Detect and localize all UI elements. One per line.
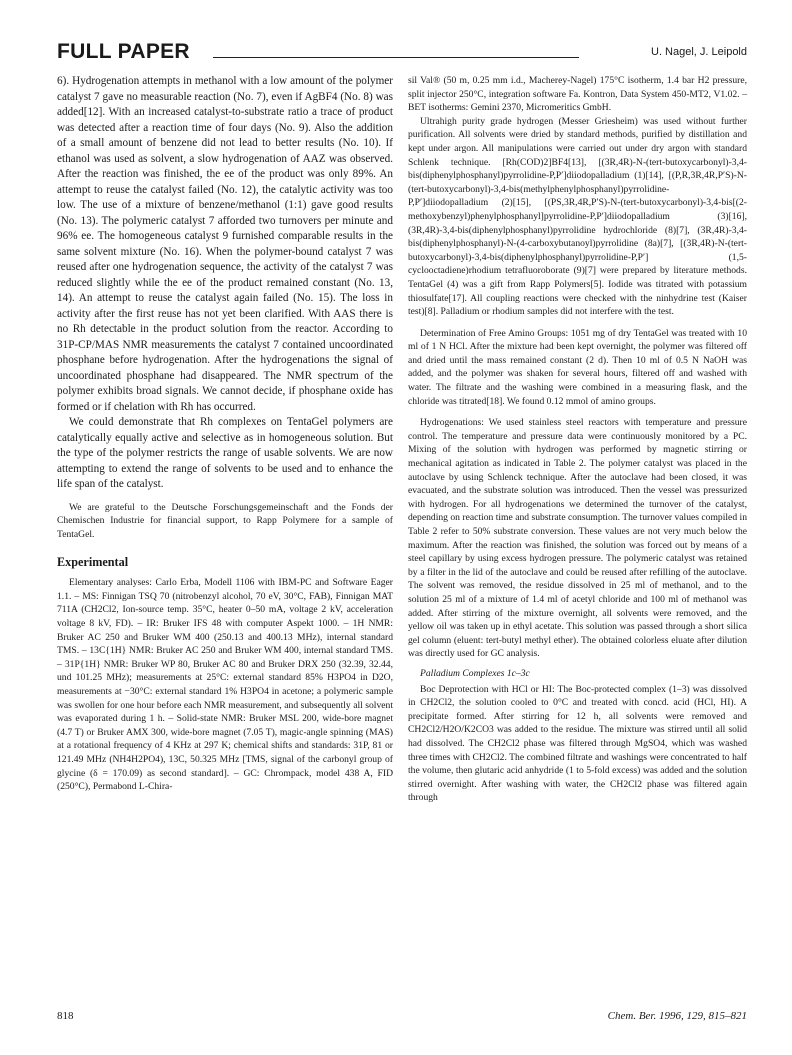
right-column — [408, 74, 747, 805]
experimental-paragraph: Elementary analyses: Carlo Erba, Modell 1106 with IBM-PC and Software Eager 1.1. – MS: Finnigan TSQ 70 (nitrobenzyl alcohol, 70 eV, 30°C, FAB), Finnigan MAT 711A (CH2Cl2, Ion-source temp. 35°C, heater 0–50 mA, voltage 2 kV, acceleration voltage 8 kV, FD). – IR: Bruker IFS 48 with computer Aspekt 1000. – 1H NMR: Bruker AC 250 and Bruker WM 400 (250.13 and 400.13 MHz), internal standard TMS. – 13C{1H} NMR: Bruker AC 250 and Bruker WM 400, internal standard TMS. – 31P{1H} NMR: Bruker WP 80, Bruker AC 80 and Bruker DRX 250 (32.39, 32.44, und 101.25 MHz); measurements at 25°C: external standard 85% H3PO4 in D2O, measurements at −30°C: external standard 1% H3PO4 in acetone; a polymeric sample was swollen for one hour before each NMR measurement, and subsequently all solvent was evaporated during 1 h. – Solid-state NMR: Bruker MSL 200, wide-bore magnet (4.7 T) or Bruker AMX 300, wide-bore magnet (7.05 T), magic-angle spinning (MAS) at a rotational frequency of 4 KHz at 297 K; chemical shifts and standards: 31P, 81 or 121.49 MHz (NH4H2PO4), 13C, 50.325 MHz [TMS, signal of the carbonyl group of glycine (δ = 170.09) as second standard]. – GC: Chrompack, model 438 A, FID (250°C), Permabond L-Chira- — [57, 577, 393, 793]
palladium-complexes-heading: Palladium Complexes 1c–3c — [420, 667, 530, 679]
section-title: FULL PAPER — [57, 40, 190, 63]
materials-paragraph: Ultrahigh purity grade hydrogen (Messer Griesheim) was used without further purification. All solvents were dried by standard methods, purified by distillation and kept under argon. All manipulations were carried out under dry argon with standard Schlenk technique. [Rh(COD)2]BF4[13], [(3R,4R)-N-(tert-butoxycarbonyl)-3,4-bis(diphenylphosphanyl)pyrrolidine-P,P′]diiodopalladium (1)[14], [(P,R,3R,4R,P′S)-N-(tert-butoxycarbonyl)-3,4-bis(methylphenylphosphanyl)pyrrolidine-P,P′]diiodopalladium (2)[15], [(PS,3R,4R,P′S)-N-(tert-butoxycarbonyl)-3,4-bis[(2-methoxybenzyl)phenylphosphanyl]pyrrolidine-P,P′]diiodopalladium (3)[16], (3R,4R)-3,4-bis(diphenylphosphanyl)pyrrolidine hydrochloride (8)[7], (3R,4R)-3,4-bis(diphenylphosphanyl)-N-(4-carboxybutanoyl)pyrrolidine (8a)[7], [(3R,4R)-N-(tert-butoxycarbonyl)-3,4-bis(diphenylphosphanyl)pyrrolidine-P,P′] (1,5-cyclooctadiene)rhodium tetrafluoroborate (9)[7] were prepared by literature methods. TentaGel (4) was a gift from Rapp Polymers[5]. Iodide was titrated with potassium thiosulfate[17]. All coupling reactions were checked with the ninhydrine test (Kaiser test)[8]. Palladium or rhodium samples did not interfere with the test. — [408, 115, 747, 318]
left-column — [57, 74, 393, 794]
page-header — [57, 40, 747, 64]
experimental-heading: Experimental — [57, 555, 129, 570]
amino-groups-paragraph: Determination of Free Amino Groups: 1051 mg of dry TentaGel was treated with 10 ml of 1 N HCl. After the mixture had been kept overnight, the polymer was filtered off and dried until the mass remained constant (2 d). Then 10 ml of 0.5 N NaOH was added, and the polymer was shaken for several hours, filtered off and washed with water. The filtrate and the washing were combined in a measuring flask, and the chloride was titrated[18]. We found 0.12 mmol of amino groups. — [408, 327, 747, 407]
header-rule — [213, 57, 579, 58]
header-authors: U. Nagel, J. Leipold — [651, 46, 747, 58]
page-number: 818 — [57, 1010, 74, 1022]
acknowledgement: We are grateful to the Deutsche Forschungsgemeinschaft and the Fonds der Chemischen Industrie for financial support, to Rapp Polymere for a sample of TentaGel. — [57, 501, 393, 540]
instrument-paragraph: sil Val® (50 m, 0.25 mm i.d., Macherey-Nagel) 175°C isotherm, 1.4 bar H2 pressure, split injector 250°C, integration software Fa. Kontron, Data System 450-MT2, V1.02. – BET isotherms: Gemini 2370, Micromeritics GmbH. — [408, 75, 747, 114]
discussion-paragraph-2: We could demonstrate that Rh complexes on TentaGel polymers are catalytically equally active and selective as in homogeneous solution. But the type of the polymer restricts the range of usable solvents. We are now attempting to extend the range of solvents to be used and to enhance the life span of the catalyst. — [57, 416, 393, 490]
boc-deprotection-paragraph: Boc Deprotection with HCl or HI: The Boc-protected complex (1–3) was dissolved in CH2Cl2, the solution cooled to 0°C and treated with concd. acid (HCl, HI). A precipitate formed. After stirring for 12 h, all solvents were removed and CH2Cl2/H2O/K2CO3 was added to the residue. The mixture was stirred until all solid had dissolved. The CH2Cl2 phase was filtered through MgSO4, which was washed three times with CH2Cl2. The combined filtrate and washings were concentrated to half the volume, then glutaric acid anhydride (1 to 5-fold excess) was added and the solution stirred overnight. After washing with water, the CH2Cl2 phase was filtered again through — [408, 683, 747, 804]
journal-citation: Chem. Ber. 1996, 129, 815–821 — [607, 1010, 747, 1022]
discussion-paragraph-1: 6). Hydrogenation attempts in methanol with a low amount of the polymer catalyst 7 gave no measurable reaction (No. 7), even if AgBF4 (No. 8) was added[12]. With an increased catalyst-to-substrate ratio a trace of product was detected after a reaction time of four days (No. 9). Also the addition of a small amount of benzene did not lead to better results (No. 10). If ethanol was used as solvent, a slow hydrogenation of AAZ was observed. After the reaction was finished, the ee of the product was only 89%. An attempt to reuse the catalyst failed (No. 12), the catalytic activity was too low. The use of a mixture of benzene/methanol (1:1) gave good results (No. 13). The polymeric catalyst 7 afforded two turnovers per minute and 96% ee. The homogeneous catalyst 9 furnished comparable results in the same solvent mixture (No. 16). When the polymer-bound catalyst 7 was reused after one hydrogenation sequence, the activity of the catalyst 7 was reduced slightly while the ee of the product remained constant (No. 13, 14). An attempt to reuse the catalyst again failed (No. 15). The loss in activity after the first reuse has not yet been clarified. With AAS there is no Rh detectable in the product solution from the reactor. According to 31P-CP/MAS NMR measurements the catalyst 7 contained uncoordinated phosphane before hydrogenation. After the hydrogenations the signal of uncoordinated phosphane had disappeared. The NMR spectrum of the polymer exhibits broad signals. We cannot decide, if phosphane oxide has formed or if chelation with Rh has occurred. — [57, 75, 393, 413]
hydrogenations-paragraph: Hydrogenations: We used stainless steel reactors with temperature and pressure control. The temperature and pressure data were continuously monitored by a PC. Mixing of the solution with hydrogen was performed by magnetic stirring or mechanical agitation as indicated in Table 2. The polymer catalyst was placed in the autoclave by using Schlenck technique. After the autoclave had been closed, it was evacuated, and the substrate solution was introduced. Then the vessel was pressurized with hydrogen. For all hydrogenations we determined the turnover of the catalyst, depending on reaction time and substrate consumption. The turnover values compiled in Table 2 refer to 50% substrate conversion. These values are not very much below the maximum. After the reaction was finished, the solution was forced out by means of a steel capillary by using excess hydrogen pressure. The polymeric catalyst was retained by a filter in the lid of the autoclave and could be reused after refilling of the autoclave. The solvent was removed, the residue dissolved in 25 ml of methanol, and to the solution 25 ml of a mixture of 1.4 ml of acetyl chloride and 100 ml of methanol was added. After stirring of the mixture overnight, all solvents were removed, and the yellow oil was taken up in ethyl acetate. This solution was passed through a short silica gel column (eluent: tert-butyl methyl ether). The obtained colorless eluate after dilution was directly used for GC analysis. — [408, 417, 747, 660]
